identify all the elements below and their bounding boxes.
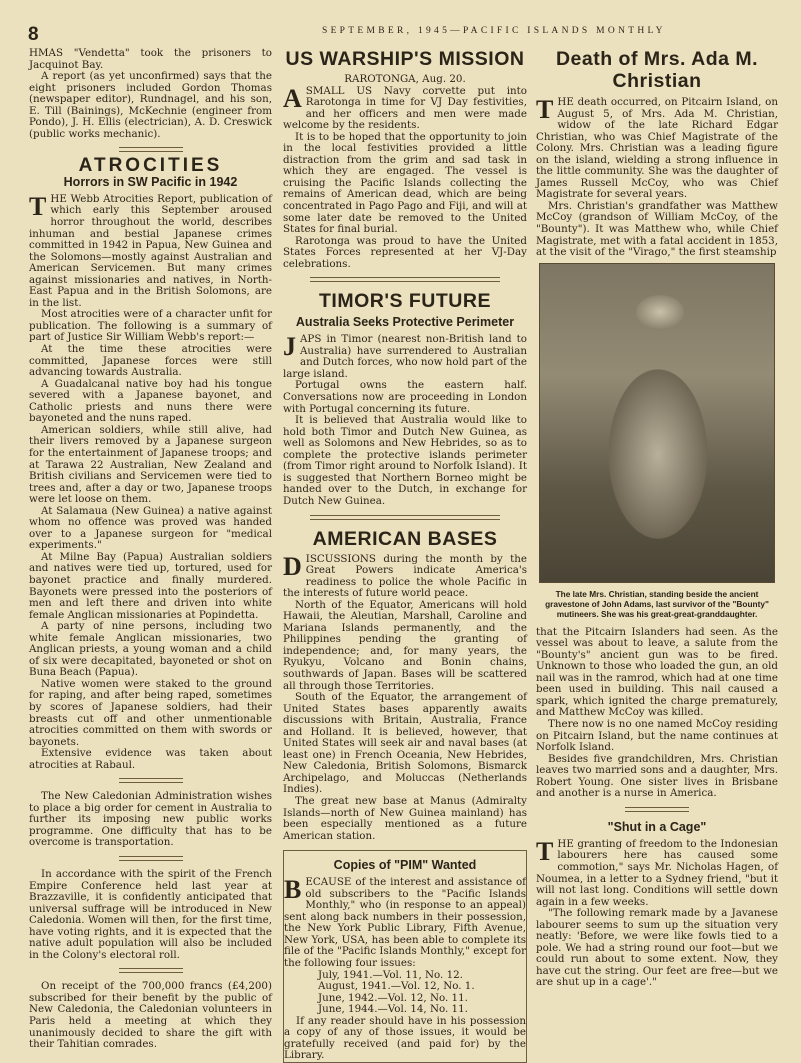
- atrocities-para: Most atrocities were of a character unfit for publication. The following is a summary of part of Justice Sir William Webb's report:—: [29, 308, 272, 344]
- atrocities-lead: HE Webb Atrocities Report, publication of which early this September aroused horror throughout the world, describes inhuman and bestial Japanese crimes committed in 1942 in Papua, New Guinea and the Solomons—mostly against Australian and American Servicemen. But many crimes against missionaries and natives, in North-East Papua and in the British Solomons, are in the list.: [29, 192, 272, 309]
- column-right: [536, 48, 778, 989]
- bases-para: South of the Equator, the arrangement of United States bases apparently awaits discussions with Britain, Australia, France and Holland. It is believed, however, that United States will seek air and naval bases (at least one) in French Oceania, New Hebrides, New Caledonia, British Solomons, Bismarck Archipelago, and Moluccas (Netherlands Indies).: [283, 691, 527, 796]
- timor-para: Portugal owns the eastern half. Conversations now are proceeding in London with Portugal concerning its future.: [283, 379, 527, 415]
- divider: [310, 515, 500, 520]
- warship-para: It is to be hoped that the opportunity to join in the local festivities provided a little distraction from the grim and sad task in which they are engaged. The vessel is cruising the Pacific Islands collecting the remains of American dead, which are being concentrated in Pago Pago and Fiji, and will at some later date be removed to the United States for final burial.: [283, 130, 527, 236]
- atrocities-drop-cap: T: [29, 191, 47, 221]
- warship-dateline: RAROTONGA, Aug. 20.: [344, 73, 466, 85]
- caledonia-notes: [29, 791, 272, 1050]
- timor-subtitle: Australia Seeks Protective Perimeter: [295, 315, 515, 330]
- atrocities-para: At Salamaua (New Guinea) a native against whom no offence was proved was handed over to a Japanese surgeon for "medical experiments.": [29, 504, 272, 552]
- page-number: 8: [28, 24, 39, 45]
- warship-title: US WARSHIP'S MISSION: [285, 48, 525, 70]
- column-left: [29, 48, 272, 1051]
- pim-issue: June, 1942.—Vol. 12, No. 11.: [318, 991, 468, 1004]
- death-lead: HE death occurred, on Pitcairn Island, on August 5, of Mrs. Ada M. Christian, widow of the late Richard Edgar Christian, who was Chief Magistrate of the Colony. Mrs. Christian was a leading figure on the island, wielding a strong influence in the little community. She was the daughter of James Russell McCoy, who was Chief Magistrate for several years.: [536, 96, 778, 201]
- pim-drop-cap: B: [284, 875, 302, 905]
- divider: [119, 968, 183, 973]
- death-drop-cap: T: [536, 95, 554, 124]
- photo-mrs-christian: [539, 263, 775, 583]
- timor-para: It is believed that Australia would like to hold both Timor and Dutch New Guinea, as well as Solomons and New Hebrides, so as to complete the protective islands perimeter (from Timor right around to Norfolk Island). It is suggested that Northern Borneo might be handed over to the Dutch, in exchange for Dutch New Guinea.: [283, 414, 527, 507]
- bases-drop-cap: D: [283, 551, 302, 581]
- pim-closing: If any reader should have in his possession a copy of any of those issues, it would be gratefully received (and paid for) by the Library.: [284, 1014, 526, 1062]
- vendetta-para-2: A report (as yet unconfirmed) says that the eight prisoners included Gordon Thomas (newspaper editor), Rundnagel, and his son, E. Till (Bainings), McKechnie (engineer from Pondo), J. H. Ellis (electrician), A. D. Creswick (public works mechanic).: [29, 70, 272, 140]
- caledonia-para-3: On receipt of the 700,000 francs (£4,200) subscribed for their benefit by the public of New Caledonia, the Caledonian volunteers in Paris held a meeting at which they unanimously decided to share the gift with their Tahitian comrades.: [29, 980, 272, 1051]
- death-continuation: that the Pitcairn Islanders had seen. As the vessel was about to leave, a salute from the "Bounty's" ancient gun was to be fired. Unknown to those who loaded the gun, an old nail was in the ramrod, which had at one time been used in building. This nail caused a spark, which ignited the charge prematurely, and Matthew McCoy was killed.: [536, 625, 778, 719]
- cage-article: [536, 820, 778, 989]
- pim-issue: June, 1944.—Vol. 14, No. 11.: [318, 1003, 468, 1016]
- atrocities-para: A Guadalcanal native boy had his tongue severed with a Japanese bayonet, and Catholic priests and nuns there were bayoneted and the nuns raped.: [29, 377, 272, 425]
- death-para: Mrs. Christian's grandfather was Matthew McCoy (grandson of William McCoy, of the "Bounty"). It was Matthew who, while Chief Magistrate, met with a fatal accident in 1853, at the visit of the "Virago," the first steamship: [536, 199, 778, 259]
- timor-drop-cap: J: [283, 332, 296, 362]
- timor-title: TIMOR'S FUTURE: [319, 290, 491, 313]
- pim-title: Copies of "PIM" Wanted: [333, 858, 477, 873]
- death-title: Death of Mrs. Ada M. Christian: [555, 48, 759, 92]
- atrocities-para: Extensive evidence was taken about atrocities at Rabaul.: [29, 747, 272, 771]
- divider: [119, 856, 183, 861]
- warship-drop-cap: A: [283, 83, 302, 113]
- bases-lead: ISCUSSIONS during the month by the Great Powers indicate America's readiness to police the whole Pacific in the interests of future world peace.: [283, 552, 527, 600]
- atrocities-para: American soldiers, while still alive, had their livers removed by a Japanese surgeon for the entertainment of Japanese troops; and at Tarawa 22 Australian, New Zealand and British civilians and Servicemen were tied to trees and, after a day or two, Japanese troops were let loose on them.: [29, 423, 272, 506]
- pim-issue: July, 1941.—Vol. 11, No. 12.: [318, 968, 463, 981]
- divider: [625, 807, 689, 812]
- atrocities-para: At Milne Bay (Papua) Australian soldiers and natives were tied up, tortured, used for bayonet practice and finally murdered. Bayonets were pressed into the posteriors of men and left there and driven into white female Anglican missionaries at Popindetta.: [29, 550, 272, 621]
- caledonia-para-1: The New Caledonian Administration wishes to place a big order for cement in Australia to further its imposing new public works programme. One difficulty that has to be overcome is transportation.: [29, 790, 272, 849]
- death-article: [536, 48, 778, 800]
- warship-article: [283, 48, 527, 270]
- atrocities-para: A party of nine persons, including two white female Anglican missionaries, two Anglican priests, a young woman and a child of six were decapitated, bayoneted or shot on Buna Beach (Papua).: [29, 620, 272, 679]
- bases-para: North of the Equator, Americans will hold Hawaii, the Aleutian, Marshall, Caroline and Mariana Islands permanently, and the Philippines pending the granting of independence; and, for many years, the Ryukyu, Volcano and Bonin chains, southwards of Japan. Bases will be scattered all through those Territories.: [283, 598, 527, 692]
- atrocities-para: Native women were staked to the ground for raping, and after being raped, sometimes by scores of Japanese soldiers, had their breasts cut off and other unmentionable atrocities committed on them with swords or bayonets.: [29, 677, 272, 748]
- cage-drop-cap: T: [536, 836, 554, 866]
- pim-notice: [283, 850, 527, 1063]
- divider: [310, 277, 500, 282]
- bases-title: AMERICAN BASES: [312, 527, 498, 550]
- vendetta-article: [29, 48, 272, 140]
- atrocities-para: At the time these atrocities were committed, Japanese forces were still advancing towards Australia.: [29, 343, 272, 379]
- caledonia-para-2: In accordance with the spirit of the French Empire Conference held last year at Brazzaville, it is confidently anticipated that universal suffrage will be introduced in New Caledonia. Women will then, for the first time, have voting rights, and it is expected that the native adult population will also be included in the Colony's electoral roll.: [29, 868, 272, 961]
- cage-para: "The following remark made by a Javanese labourer seems to sum up the situation very neatly: 'Before, we were like fowls tied to a pole. We had a string round our foot—but we could run about to some extent. Now, they have cut the string. Our feet are free—but we are shut up in a cage'.": [536, 907, 778, 989]
- atrocities-article: [29, 155, 272, 771]
- atrocities-title: ATROCITIES: [78, 155, 223, 177]
- death-continuation: There now is no one named McCoy residing on Pitcairn Island, but the name continues at Norfolk Island.: [536, 718, 778, 754]
- warship-lead: SMALL US Navy corvette put into Rarotonga in time for VJ Day festivities, and her officers and men were made welcome by the residents.: [283, 84, 527, 132]
- pim-lead: ECAUSE of the interest and assistance of old subscribers to the "Pacific Islands Monthly," who (in response to an appeal) sent along back numbers in their possession, the New York Public Library, Fifth Avenue, New York, USA, has been able to complete its file of the "Pacific Islands Monthly," except for the following four issues:: [284, 876, 526, 969]
- bases-article: [283, 528, 527, 843]
- photo-caption: The late Mrs. Christian, standing beside the ancient gravestone of John Adams, last survivor of the "Bounty" mutineers. She was his great-great-granddaughter.: [545, 588, 769, 619]
- divider: [119, 778, 183, 783]
- pim-issue: August, 1941.—Vol. 12, No. 1.: [318, 980, 475, 993]
- cage-title: "Shut in a Cage": [607, 819, 707, 834]
- column-middle: [283, 48, 527, 1063]
- divider: [119, 147, 183, 152]
- warship-para: Rarotonga was proud to have the United States Forces represented at her VJ-Day celebrations.: [283, 234, 527, 270]
- cage-lead: HE granting of freedom to the Indonesian labourers here has caused some commotion," says Mr. Nicholas Hagen, of Noumea, in a letter to a Sydney friend, "but it will not last long. Conditions will settle down again in a few weeks.: [536, 837, 778, 908]
- vendetta-para-1: HMAS "Vendetta" took the prisoners to Jacquinot Bay.: [29, 47, 272, 71]
- running-title: SEPTEMBER, 1945—PACIFIC ISLANDS MONTHLY: [322, 26, 666, 36]
- bases-para: The great new base at Manus (Admiralty Islands—north of New Guinea mainland) has been especially mentioned as a future American station.: [283, 794, 527, 842]
- atrocities-subtitle: Horrors in SW Pacific in 1942: [63, 174, 238, 189]
- timor-article: [283, 290, 527, 507]
- pim-issues-list: [284, 970, 526, 1016]
- timor-lead: APS in Timor (nearest non-British land to Australia) have surrendered to Australian and Dutch forces, who now hold part of the large island.: [283, 333, 527, 380]
- death-continuation: Besides five grandchildren, Mrs. Christian leaves two married sons and a daughter, Mrs. Robert Young. One sister lives in Brisbane and another is a nurse in America.: [536, 752, 778, 800]
